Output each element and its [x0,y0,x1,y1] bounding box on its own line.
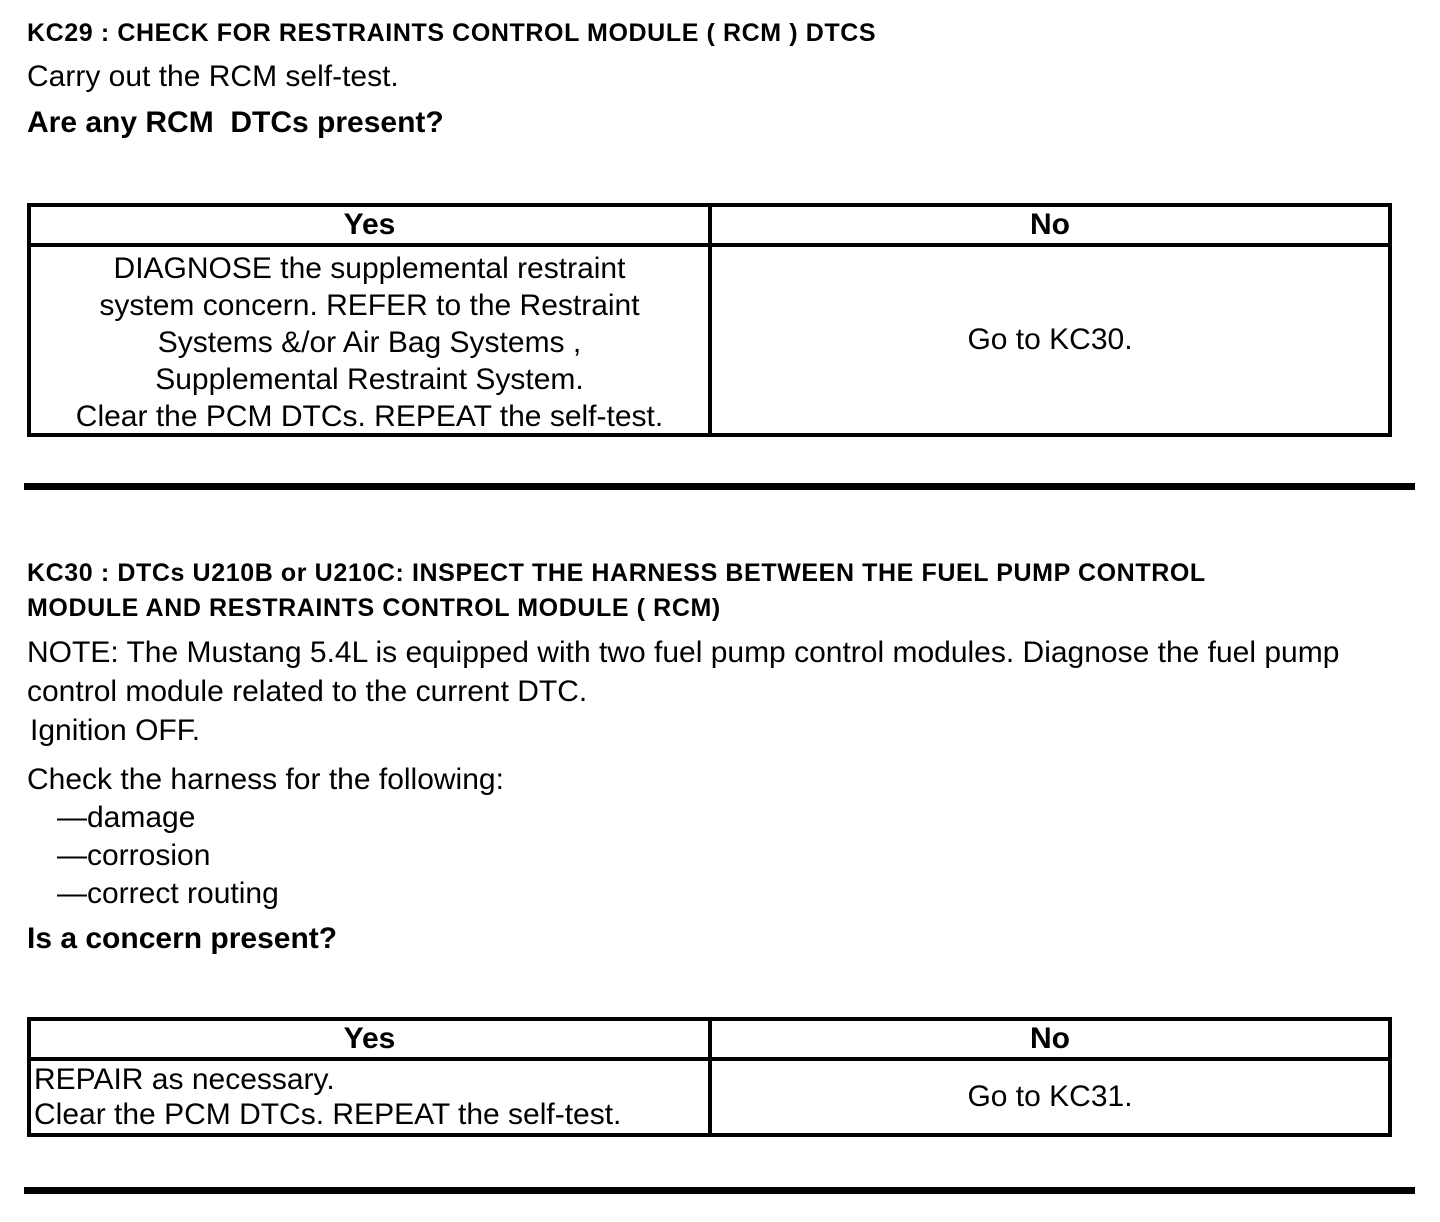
kc30-table-header-row [31,1021,1388,1061]
kc30-checklist [57,799,279,913]
kc29-yes-header: Yes [31,207,712,243]
kc30-note: NOTE: The Mustang 5.4L is equipped with two fuel pump control modules. Diagnose the fuel pump control module related to the current DTC. [27,636,1348,708]
kc30-step-check: Check the harness for the following: [27,763,504,796]
kc29-no-cell [712,247,1388,433]
kc30-checklist-item: —corrosion [57,839,211,872]
kc29-yes-line: Clear the PCM DTCs. REPEAT the self-test. [75,400,664,433]
kc30-step-title: KC30 : DTCs U210B or U210C: INSPECT THE HARNESS BETWEEN THE FUEL PUMP CONTROL MODULE AND RESTRAINTS CONTROL MODULE ( RCM) [27,559,1213,622]
kc29-yes-line: DIAGNOSE the supplemental restraint [113,252,626,285]
section-divider [24,1187,1415,1194]
kc29-yes-line: Systems &/or Air Bag Systems , [157,326,582,359]
kc30-checklist-item: —correct routing [57,877,279,910]
kc30-question: Is a concern present? [27,922,338,955]
kc30-checklist-item: —damage [57,801,196,834]
kc30-yes-header: Yes [31,1021,712,1057]
kc30-no-cell [712,1061,1388,1133]
kc29-no-header: No [1030,208,1070,241]
section-divider [24,483,1415,490]
kc30-no-action: Go to KC31. [967,1080,1133,1113]
kc29-instruction: Carry out the RCM self-test. [27,60,399,93]
kc30-no-header: No [1030,1022,1070,1055]
kc30-yes-line: REPAIR as necessary. [34,1063,335,1096]
kc29-question: Are any RCM DTCs present? [27,106,444,139]
kc30-yes-cell [31,1061,712,1133]
kc29-no-action: Go to KC30. [967,323,1133,356]
kc30-table-body-row [31,1061,1388,1133]
kc29-table-body-row [31,247,1388,433]
kc30-step-ignition: Ignition OFF. [30,714,201,747]
kc29-decision-table [27,203,1392,437]
kc29-step-title: KC29 : CHECK FOR RESTRAINTS CONTROL MODULE ( RCM ) DTCS [27,19,877,47]
kc29-table-header-row [31,207,1388,247]
kc29-yes-line: system concern. REFER to the Restraint [99,289,640,322]
kc30-decision-table [27,1017,1392,1137]
kc29-yes-line: Supplemental Restraint System. [155,363,584,396]
kc30-yes-line: Clear the PCM DTCs. REPEAT the self-test. [34,1098,622,1131]
kc29-yes-cell [31,247,712,433]
